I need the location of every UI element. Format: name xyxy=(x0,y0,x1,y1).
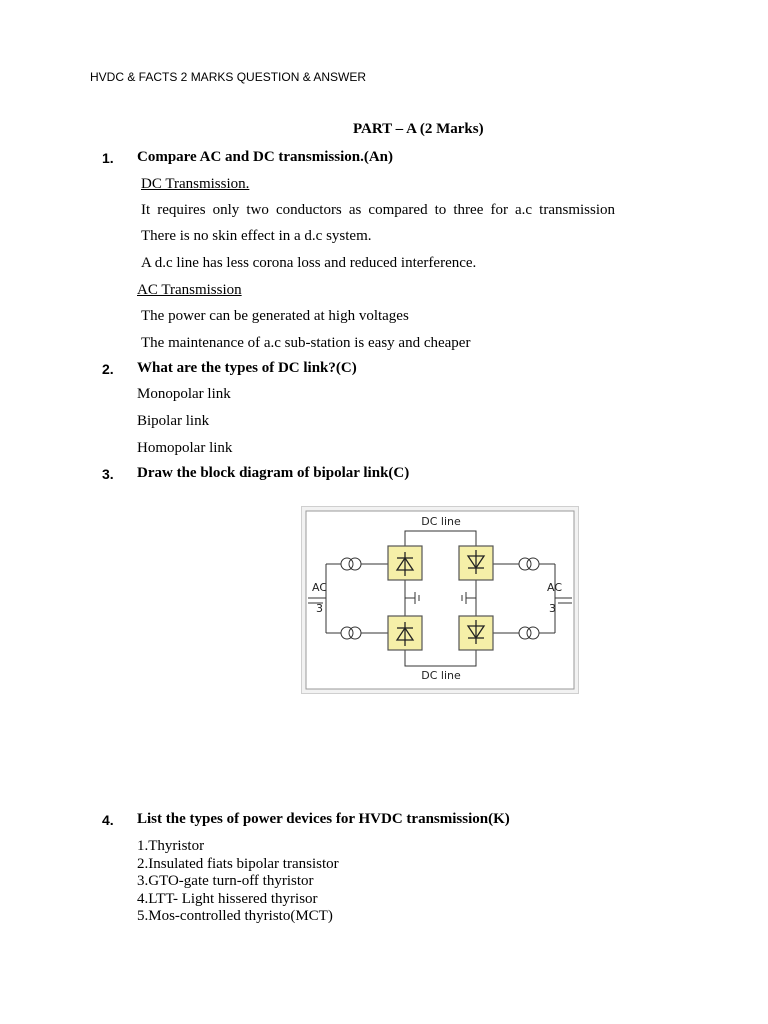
ac-point-2: The maintenance of a.c sub-station is easy and cheaper xyxy=(141,335,471,351)
list-item: 2.Insulated fiats bipolar transistor xyxy=(137,855,339,872)
power-devices-list xyxy=(137,838,339,926)
dc-point-3: A d.c line has less corona loss and reduced interference. xyxy=(141,255,477,271)
question-text-2: What are the types of DC link?(C) xyxy=(137,360,357,376)
answer-monopolar: Monopolar link xyxy=(137,386,231,402)
question-text-1: Compare AC and DC transmission.(An) xyxy=(137,149,393,165)
ac-transmission-heading: AC Transmission xyxy=(137,282,242,298)
question-text-3: Draw the block diagram of bipolar link(C) xyxy=(137,465,410,481)
question-text-4: List the types of power devices for HVDC transmission(K) xyxy=(137,811,510,827)
bipolar-link-diagram xyxy=(301,506,579,694)
document-header: HVDC & FACTS 2 MARKS QUESTION & ANSWER xyxy=(90,70,367,84)
dc-transmission-heading: DC Transmission. xyxy=(141,176,250,192)
list-item: 5.Mos-controlled thyristo(MCT) xyxy=(137,908,333,924)
question-number-3: 3. xyxy=(102,466,114,482)
list-item: 4.LTT- Light hissered thyrisor xyxy=(137,890,318,907)
ac-left-label: AC xyxy=(312,581,328,594)
question-number-4: 4. xyxy=(102,812,114,828)
ac-left-sub: 3 xyxy=(316,602,323,615)
dc-line-top-label: DC line xyxy=(421,515,461,528)
list-item: 3.GTO-gate turn-off thyristor xyxy=(137,873,314,889)
dc-line-bottom-label: DC line xyxy=(421,669,461,682)
question-number-2: 2. xyxy=(102,361,114,377)
ac-right-sub: 3 xyxy=(549,602,556,615)
ac-right-label: AC xyxy=(547,581,563,594)
list-item: 1.Thyristor xyxy=(137,838,205,854)
answer-bipolar: Bipolar link xyxy=(137,413,210,429)
dc-point-2: There is no skin effect in a d.c system. xyxy=(141,228,372,244)
dc-point-1: It requires only two conductors as compared to three for a.c transmission xyxy=(141,202,615,218)
answer-homopolar: Homopolar link xyxy=(137,440,233,456)
ac-point-1: The power can be generated at high voltages xyxy=(141,308,409,324)
question-number-1: 1. xyxy=(102,150,114,166)
part-title: PART – A (2 Marks) xyxy=(353,121,484,137)
